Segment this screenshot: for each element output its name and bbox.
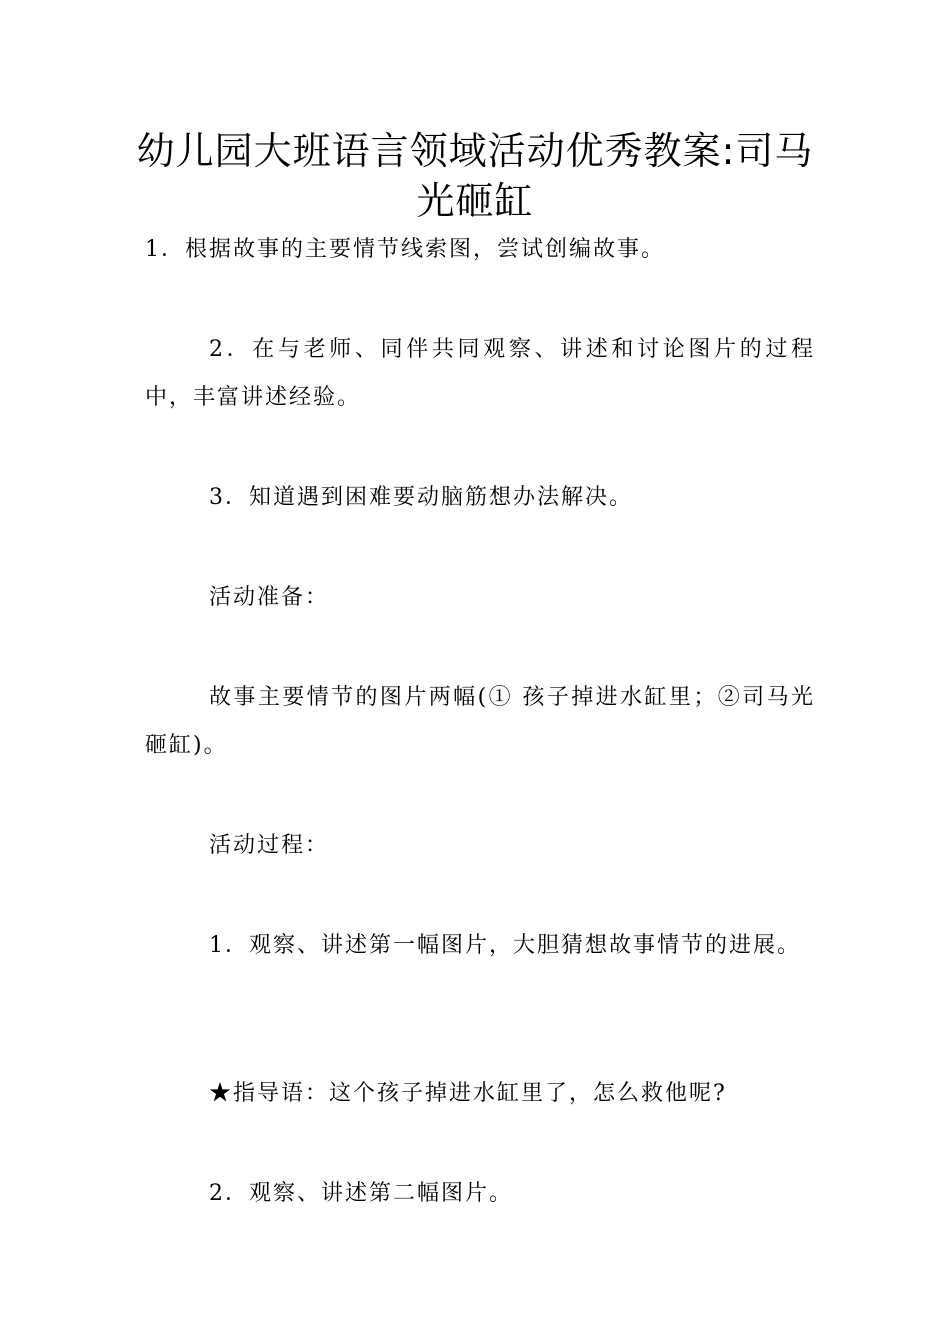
guidance-prompt: ★指导语：这个孩子掉进水缸里了，怎么救他呢? (209, 1081, 727, 1106)
process-step-2: 2．观察、讲述第二幅图片。 (209, 1181, 513, 1206)
process-step-1: 1．观察、讲述第一幅图片，大胆猜想故事情节的进展。 (209, 933, 801, 958)
document-title: 幼儿园大班语言领域活动优秀教案:司马光砸缸 (136, 129, 814, 223)
objective-2: 2．在与老师、同伴共同观察、讲述和讨论图片的过程中，丰富讲述经验。 (145, 337, 815, 410)
objective-3: 3．知道遇到困难要动脑筋想办法解决。 (209, 485, 633, 510)
section-heading-preparation: 活动准备： (209, 585, 330, 610)
preparation-materials: 故事主要情节的图片两幅(① 孩子掉进水缸里；②司马光砸缸)。 (145, 685, 815, 758)
objective-1: 1．根据故事的主要情节线索图，尝试创编故事。 (145, 237, 665, 262)
section-heading-process: 活动过程： (209, 833, 330, 858)
